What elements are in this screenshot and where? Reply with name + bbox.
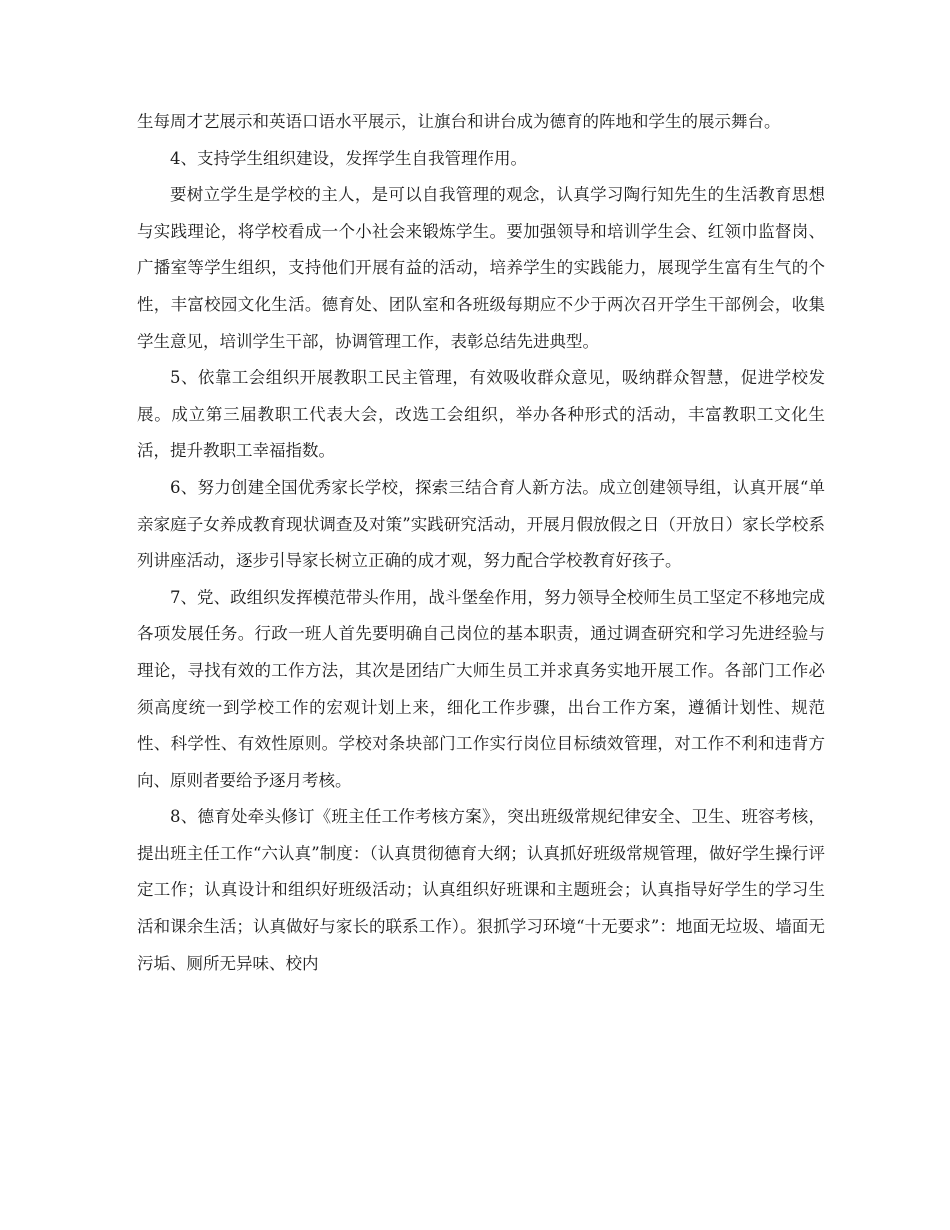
paragraph-item-7: 7、党、政组织发挥模范带头作用，战斗堡垒作用，努力领导全校师生员工坚定不移地完成各项发展任务。行政一班人首先要明确自己岗位的基本职责，通过调查研究和学习先进经验与理论，寻找有效的工作方法，其次是团结广大师生员工并求真务实地开展工作。各部门工作必须高度统一到学校工作的宏观计划上来，细化工作步骤，出台工作方案，遵循计划性、规范性、科学性、有效性原则。学校对条块部门工作实行岗位目标绩效管理，对工作不利和违背方向、原则者要给予逐月考核。 bbox=[137, 587, 825, 790]
paragraph-item-5: 5、依靠工会组织开展教职工民主管理，有效吸收群众意见，吸纳群众智慧，促进学校发展。成立第三届教职工代表大会，改选工会组织，举办各种形式的活动，丰富教职工文化生活，提升教职工幸福指数。 bbox=[137, 368, 825, 461]
paragraph-continuation: 生每周才艺展示和英语口语水平展示，让旗台和讲台成为德育的阵地和学生的展示舞台。 bbox=[137, 112, 781, 131]
paragraph-item-8: 8、德育处牵头修订《班主任工作考核方案》，突出班级常规纪律安全、卫生、班容考核，提出班主任工作“六认真”制度：（认真贯彻德育大纲；认真抓好班级常规管理，做好学生操行评定工作；认真设计和组织好班级活动；认真组织好班课和主题班会；认真指导好学生的学习生活和课余生活；认真做好与家长的联系工作）。狠抓学习环境“十无要求”：地面无垃圾、墙面无污垢、厕所无异味、校内 bbox=[137, 807, 825, 973]
paragraph-item-4-heading: 4、支持学生组织建设，发挥学生自我管理作用。 bbox=[170, 148, 527, 168]
document-body bbox=[137, 104, 825, 982]
paragraph-item-6: 6、努力创建全国优秀家长学校，探索三结合育人新方法。成立创建领导组，认真开展“单亲家庭子女养成教育现状调查及对策”实践研究活动，开展月假放假之日（开放日）家长学校系列讲座活动，逐步引导家长树立正确的成才观，努力配合学校教育好孩子。 bbox=[137, 477, 825, 571]
paragraph-item-4-body: 要树立学生是学校的主人，是可以自我管理的观念，认真学习陶行知先生的生活教育思想与实践理论，将学校看成一个小社会来锻炼学生。要加强领导和培训学生会、红领巾监督岗、广播室等学生组织，支持他们开展有益的活动，培养学生的实践能力，展现学生富有生气的个性，丰富校园文化生活。德育处、团队室和各班级每期应不少于两次召开学生干部例会，收集学生意见，培训学生干部，协调管理工作，表彰总结先进典型。 bbox=[137, 185, 825, 351]
